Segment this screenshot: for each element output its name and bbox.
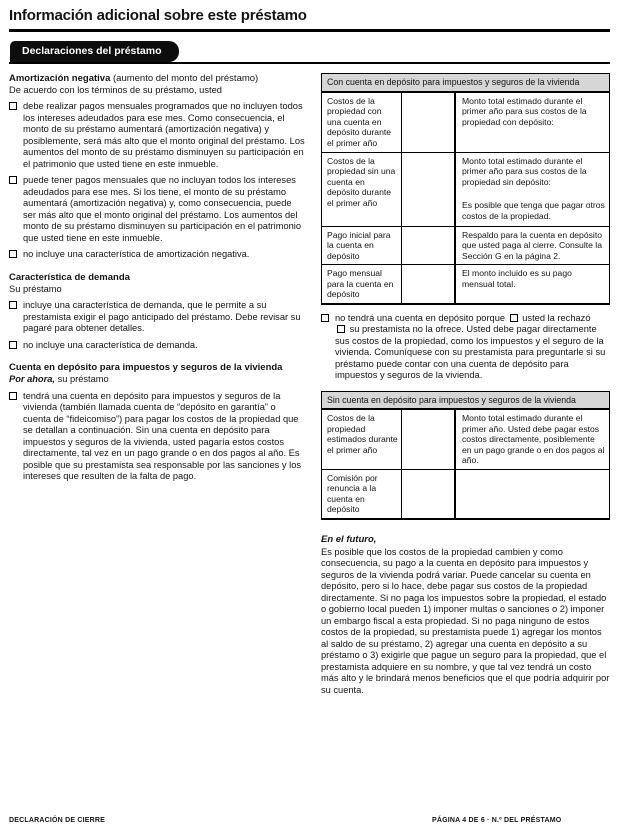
checkbox-no-negative-amortization[interactable] (9, 250, 17, 258)
amount-field[interactable] (402, 470, 456, 518)
row-description (456, 153, 609, 226)
escrow-intro-rest: su préstamo (54, 374, 109, 385)
section-negative-amortization (9, 73, 306, 261)
row-label: Pago mensual para la cuenta en depósito (322, 265, 402, 302)
tab-loan-disclosures: Declaraciones del préstamo (10, 41, 179, 62)
demand-intro: Su préstamo (9, 283, 62, 294)
table-without-escrow (321, 391, 610, 520)
no-escrow-part1: no tendrá una cuenta en depósito porque (335, 312, 506, 323)
escrow-intro-bold-italic: Por ahora, (9, 374, 55, 385)
demand-option-1-label: incluye una característica de demanda, que le permite a su prestamista exigir el pago anticipado del préstamo. Debe revisar su pagaré para obtener detalles. (23, 300, 301, 334)
demand-option-row (9, 340, 306, 352)
row-description-text: Respaldo para la cuenta en depósito que usted paga al cierre. Consulte la Sección G en la página 2. (462, 229, 602, 261)
right-column (321, 73, 610, 697)
page-title: Información adicional sobre este préstamo (9, 5, 610, 32)
checkbox-possible-negative-amortization[interactable] (9, 176, 17, 184)
future-heading: En el futuro, (321, 533, 377, 545)
escrow-intro (9, 374, 306, 386)
neg-amort-heading-rest: (aumento del monto del préstamo) (110, 73, 259, 84)
future-body: Es posible que los costos de la propiedad cambien y como consecuencia, su pago a la cuenta en depósito para impuestos y seguros de la vivienda podrá variar. Puede cancelar su cuenta en depósito, pero si lo hace, debe pagar sus costos de la propiedad directamente. Si no paga los impuestos sobre la propiedad, el estado o gobierno local pueden 1) imponer multas o sanciones o 2) imponer un embargo fiscal a esta propiedad. Si no paga ninguno de estos costos de la propiedad, su prestamista puede 1) agregar los montos al saldo de su préstamo, 2) agregar una cuenta en depósito a su préstamo o 3) exigirle que pague un seguro para la propiedad, que el prestamista adquiere en su nombre, y que tal vez tendrá un costo más alto y le brindará menos beneficios que el que podría adquirir por su cuenta. (321, 546, 610, 695)
neg-amort-option-1-label: debe realizar pagos mensuales programados que no incluyen todos los intereses adeudados para ese mes. Como consecuencia, el monto de su préstamo aumentará (amortización negativa) y posiblemente, será más alto que el monto original del préstamo. Los aumentos del monto de su préstamo disminuyen su participación en el patrimonio que usted tiene en este inmueble. (23, 101, 305, 169)
table-with-escrow (321, 73, 610, 305)
escrow-option-label: tendrá una cuenta en depósito para impuestos y seguros de la vivienda (también llamada cuenta de “depósito en garantía” o cuenta de “fideicomiso”) para pagar los costos de la propiedad que se detallan a continuación. Sin una cuenta en depósito para impuestos y seguros de la vivienda, usted pagaría estos costos directamente, tal vez en un pago grande o en dos pagos al año. Es posible que su prestamista sea responsable por las sanciones y los intereses que resulten de la falta de pago. (23, 390, 302, 482)
checkbox-lender-does-not-offer-escrow[interactable] (337, 325, 345, 333)
demand-option-2-label: no incluye una característica de demanda. (23, 339, 198, 350)
neg-amort-heading-bold: Amortización negativa (9, 73, 111, 84)
row-description-text: Monto total estimado durante el primer año para sus costos de la propiedad con depósito: (462, 95, 587, 127)
checkbox-will-have-escrow[interactable] (9, 392, 17, 400)
checkbox-no-demand-feature[interactable] (9, 341, 17, 349)
table-row (322, 469, 609, 518)
section-tab-bar (9, 41, 610, 64)
row-label: Pago inicial para la cuenta en depósito (322, 227, 402, 264)
footer-document-name: DECLARACIÓN DE CIERRE (9, 817, 105, 824)
checkbox-has-demand-feature[interactable] (9, 301, 17, 309)
amount-field[interactable] (402, 265, 456, 302)
amount-field[interactable] (402, 93, 456, 152)
row-label: Costos de la propiedad con una cuenta en depósito durante el primer año (322, 93, 402, 152)
row-description (456, 265, 609, 302)
row-description (456, 410, 609, 468)
table-with-escrow-header: Con cuenta en depósito para impuestos y seguros de la vivienda (322, 74, 609, 92)
no-escrow-part3: su prestamista no la ofrece. Usted debe pagar directamente sus costos de la propiedad, como los impuestos y el seguro de la vivienda. Comuníquese con su prestamista para preguntarle si su préstamo puede contar con una cuenta de depósito para impuestos y seguros de la vivienda. (335, 324, 606, 381)
amount-field[interactable] (402, 153, 456, 226)
footer-page-number: PÁGINA 4 DE 6 · N.º DEL PRÉSTAMO (432, 817, 562, 824)
neg-amort-heading (9, 73, 306, 85)
demand-option-row (9, 300, 306, 335)
checkbox-no-escrow[interactable] (321, 314, 329, 322)
row-label: Costos de la propiedad sin una cuenta en depósito durante el primer año (322, 153, 402, 226)
neg-amort-option-row (9, 101, 306, 170)
escrow-option-row (9, 391, 306, 483)
amount-field[interactable] (402, 227, 456, 264)
table-row (322, 226, 609, 264)
neg-amort-intro: De acuerdo con los términos de su préstamo, usted (9, 84, 222, 95)
table-row (322, 264, 609, 302)
left-column (9, 73, 306, 697)
no-escrow-part2: usted la rechazó (522, 312, 591, 323)
section-demand-feature (9, 272, 306, 351)
table-row (322, 409, 609, 468)
row-description-text: Monto total estimado durante el primer año para sus costos de la propiedad sin depósito: (462, 155, 587, 187)
neg-amort-option-row (9, 249, 306, 261)
neg-amort-option-row (9, 175, 306, 244)
section-escrow-account (9, 362, 306, 482)
amount-field[interactable] (402, 410, 456, 468)
checkbox-scheduled-negative-amortization[interactable] (9, 102, 17, 110)
row-label: Comisión por renuncia a la cuenta en depósito (322, 470, 402, 518)
row-description (456, 227, 609, 264)
neg-amort-option-3-label: no incluye una característica de amortización negativa. (23, 249, 250, 260)
row-description (456, 470, 609, 518)
table-row (322, 152, 609, 226)
no-escrow-option-row (321, 313, 610, 382)
row-label: Costos de la propiedad estimados durante el primer año (322, 410, 402, 468)
demand-heading: Característica de demanda (9, 271, 130, 283)
table-row (322, 92, 609, 152)
no-escrow-text (335, 313, 610, 382)
row-description (456, 93, 609, 152)
row-description-text: Monto total estimado durante el primer año. Usted debe pagar estos costos directamente, posiblemente en un pago grande o en dos pagos al año. (462, 413, 605, 466)
checkbox-borrower-declined-escrow[interactable] (510, 314, 518, 322)
table-without-escrow-header: Sin cuenta en depósito para impuestos y seguros de la vivienda (322, 392, 609, 410)
row-description-text: El monto incluido es su pago mensual total. (462, 268, 572, 289)
escrow-heading: Cuenta en depósito para impuestos y seguros de la vivienda (9, 362, 283, 374)
neg-amort-option-2-label: puede tener pagos mensuales que no incluyan todos los intereses adeudados para ese mes. Si los tiene, el monto de su préstamo aumentará (amortización negativa) y, como consecuencia, puede ser más alto que el monto original del préstamo. Los aumentos del monto de su préstamo disminuyen su participación en el patrimonio que usted tiene en este inmueble. (23, 175, 302, 243)
row-description-note: Es posible que tenga que pagar otros costos de la propiedad. (462, 200, 605, 221)
